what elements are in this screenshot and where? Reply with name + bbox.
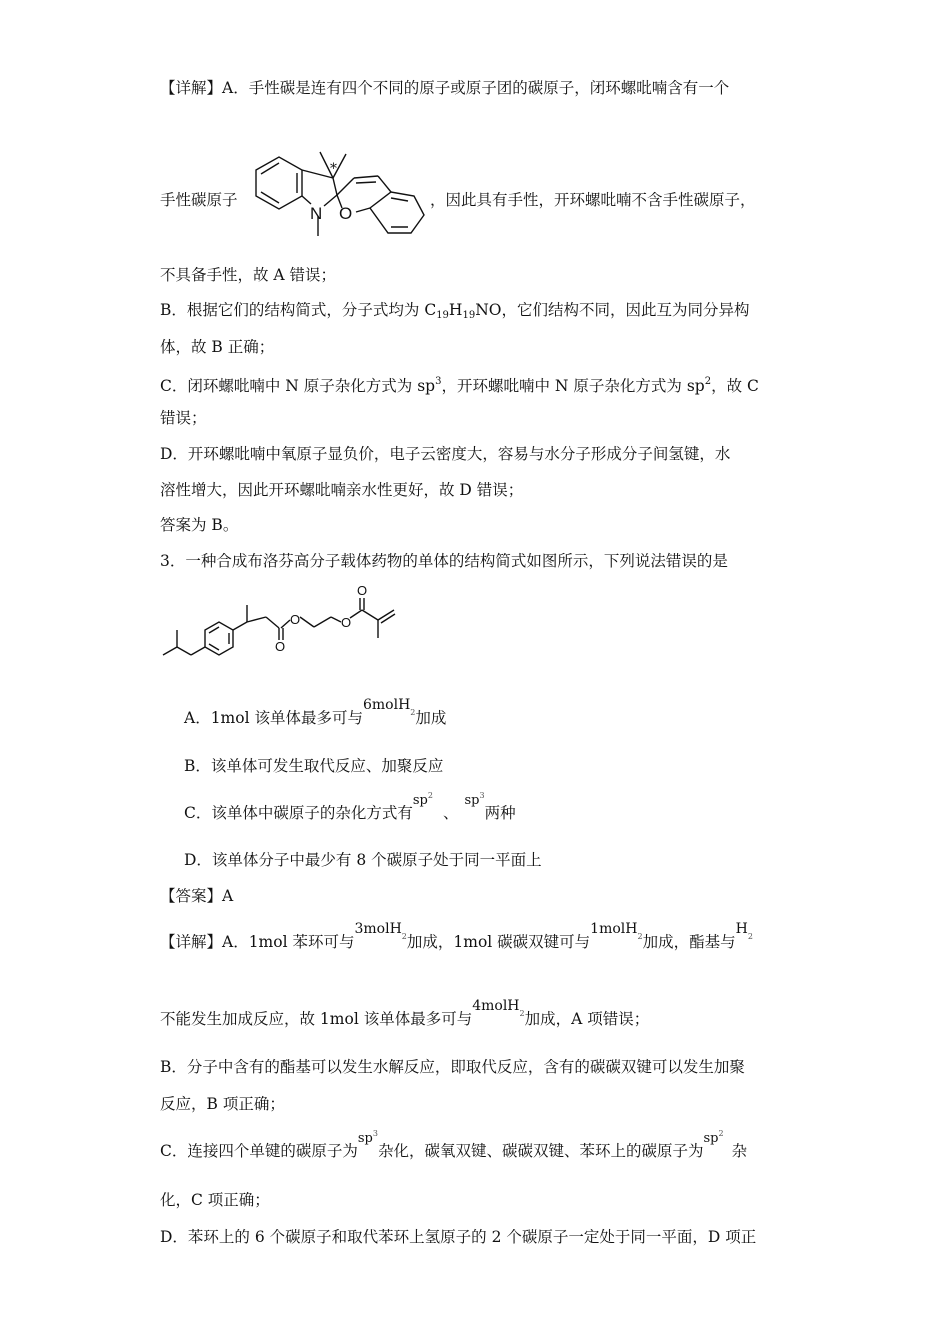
oxygen-label: O: [339, 204, 353, 223]
explanation2-b-line-2: 反应，B 项正确；: [160, 1095, 285, 1113]
explanation-c-line-2: 错误；: [160, 409, 207, 427]
explanation-b-line-2: 体，故 B 正确；: [160, 338, 275, 356]
explanation2-b-line-1: B．分子中含有的酯基可以发生水解反应，即取代反应，含有的碳碳双键可以发生加聚: [160, 1058, 745, 1076]
explanation2-c-line-1: C．连接四个单键的碳原子为$sp^3$杂化，碳氧双键、碳碳双键、苯环上的碳原子为$sp^2$杂: [160, 1129, 748, 1160]
explanation-line-1: 【详解】A．手性碳是连有四个不同的原子或原子团的碳原子，闭环螺吡喃含有一个: [160, 79, 730, 97]
carbonyl-oxygen-1: O: [275, 639, 286, 654]
answer-label: 【答案】A: [160, 887, 234, 905]
explanation-b-line-1: B．根据它们的结构简式，分子式均为 $C_{19}H_{19}NO$，它们结构不同，因此互为同分异构: [160, 301, 750, 321]
explanation2-c-line-2: 化，C 项正确；: [160, 1191, 270, 1209]
option-c: C．该单体中碳原子的杂化方式有$sp^2$、$sp^3$两种: [184, 791, 516, 822]
carbonyl-oxygen-2: O: [357, 583, 368, 598]
question-3-stem: 3．一种合成布洛芬高分子载体药物的单体的结构简式如图所示，下列说法错误的是: [160, 552, 728, 570]
closed-spiropyran-structure: [238, 140, 433, 248]
explanation-d-line-1: D．开环螺吡喃中氧原子显负价，电子云密度大，容易与水分子形成分子间氢键，水: [160, 445, 731, 463]
explanation-c-line-1: C．闭环螺吡喃中 N 原子杂化方式为 $sp^3$，开环螺吡喃中 N 原子杂化方式为 $sp^2$，故 C: [160, 376, 759, 395]
explanation-line-2-right: ，因此具有手性，开环螺吡喃不含手性碳原子，: [430, 191, 756, 209]
option-a: A．1mol 该单体最多可与6molH$_2$加成: [184, 697, 447, 727]
monomer-structure: [160, 582, 400, 660]
ester-oxygen-1: O: [290, 612, 301, 627]
option-d: D．该单体分子中最少有 8 个碳原子处于同一平面上: [184, 851, 542, 869]
ester-oxygen-2: O: [341, 615, 352, 630]
explanation-line-2-left: 手性碳原子: [160, 191, 238, 209]
explanation-line-3: 不具备手性，故 A 错误；: [160, 266, 337, 284]
chiral-star-label: *: [330, 161, 337, 177]
explanation2-a-line-1: 【详解】A．1mol 苯环可与3molH$_2$加成，1mol 碳碳双键可与1molH$_2$加成，酯基与$H_2$: [160, 921, 753, 951]
nitrogen-label: N: [310, 204, 323, 223]
option-b: B．该单体可发生取代反应、加聚反应: [184, 757, 444, 775]
explanation2-d-line-1: D．苯环上的 6 个碳原子和取代苯环上氢原子的 2 个碳原子一定处于同一平面，D 项正: [160, 1228, 757, 1246]
answer-line-1: 答案为 B。: [160, 516, 239, 534]
explanation2-a-line-2: 不能发生加成反应，故 1mol 该单体最多可与4molH$_2$加成，A 项错误；: [160, 998, 650, 1028]
explanation-d-line-2: 溶性增大，因此开环螺吡喃亲水性更好，故 D 错误；: [160, 481, 524, 499]
